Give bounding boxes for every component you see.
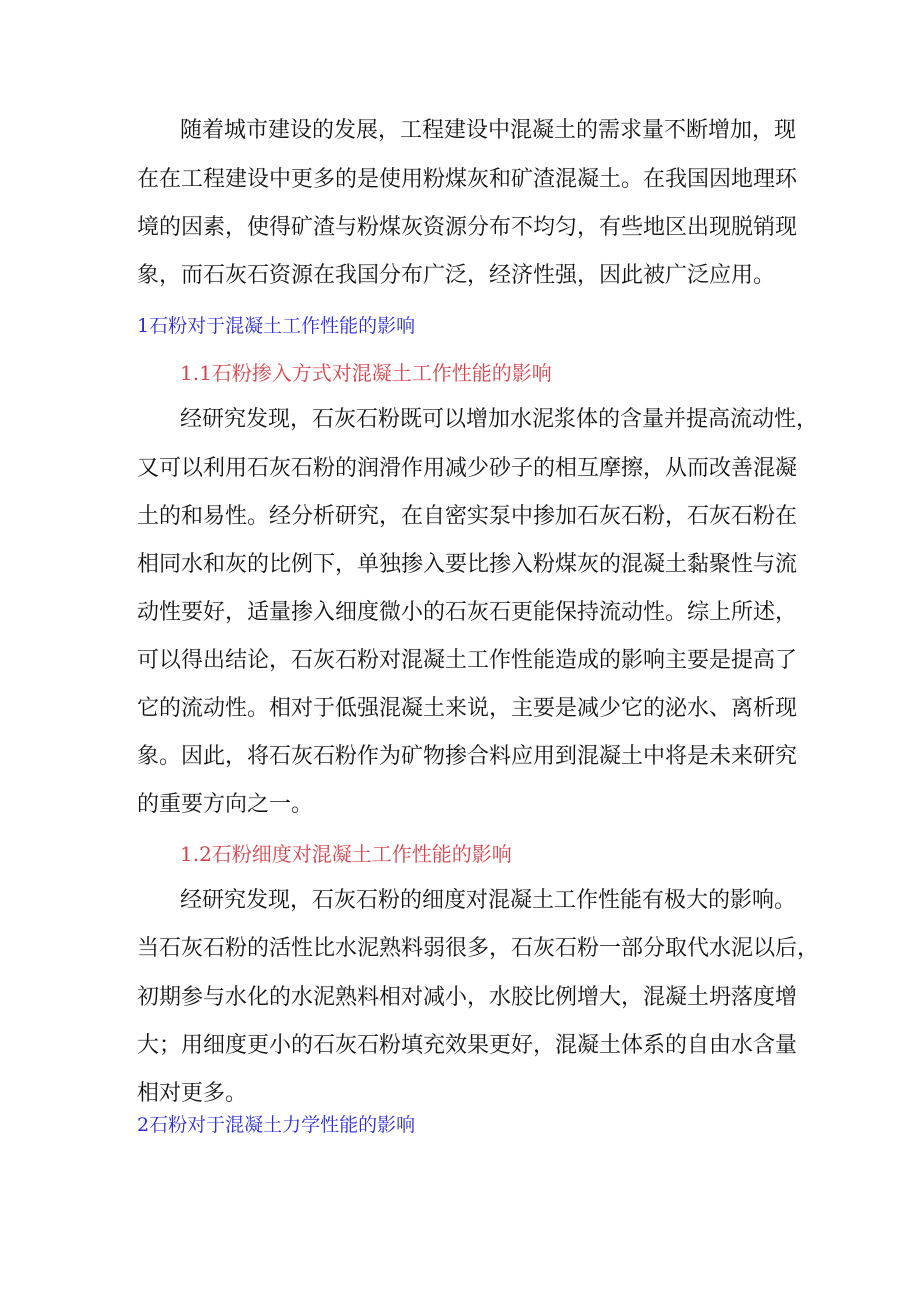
- sub1-line-1: 经研究发现，石灰石粉既可以增加水泥浆体的含量并提高流动性，: [180, 407, 819, 432]
- sub1-line-7: 它的流动性。相对于低强混凝土来说，主要是减少它的泌水、离析现: [137, 696, 798, 721]
- sub2-line-5: 相对更多。: [137, 1081, 248, 1106]
- sub2-line-3: 初期参与水化的水泥熟料相对减小，水胶比例增大，混凝土坍落度增: [137, 985, 798, 1010]
- sub2-line-1: 经研究发现，石灰石粉的细度对混凝土工作性能有极大的影响。: [180, 888, 797, 913]
- section-2-heading: 2石粉对于混凝土力学性能的影响: [137, 1114, 416, 1136]
- sub1-line-4: 相同水和灰的比例下，单独掺入要比掺入粉煤灰的混凝土黏聚性与流: [137, 552, 798, 577]
- subsection-1-2-heading: 1.2石粉细度对混凝土工作性能的影响: [180, 842, 512, 866]
- section-1-heading: 1石粉对于混凝土工作性能的影响: [137, 315, 416, 337]
- intro-line-2: 在在工程建设中更多的是使用粉煤灰和矿渣混凝土。在我国因地理环: [137, 167, 798, 192]
- sub2-line-4: 大；用细度更小的石灰石粉填充效果更好，混凝土体系的自由水含量: [137, 1033, 798, 1058]
- sub1-line-5: 动性要好，适量掺入细度微小的石灰石更能保持流动性。综上所述，: [137, 600, 798, 625]
- sub1-line-3: 土的和易性。经分析研究，在自密实泵中掺加石灰石粉，石灰石粉在: [137, 504, 798, 529]
- intro-line-3: 境的因素，使得矿渣与粉煤灰资源分布不均匀，有些地区出现脱销现: [137, 215, 798, 240]
- intro-line-4: 象，而石灰石资源在我国分布广泛，经济性强，因此被广泛应用。: [137, 263, 776, 288]
- subsection-1-1-heading: 1.1石粉掺入方式对混凝土工作性能的影响: [180, 361, 552, 385]
- intro-line-1: 随着城市建设的发展，工程建设中混凝土的需求量不断增加，现: [180, 118, 797, 143]
- sub1-line-9: 的重要方向之一。: [137, 792, 314, 817]
- sub1-line-6: 可以得出结论，石灰石粉对混凝土工作性能造成的影响主要是提高了: [137, 648, 798, 673]
- sub1-line-2: 又可以利用石灰石粉的润滑作用减少砂子的相互摩擦，从而改善混凝: [137, 456, 798, 481]
- sub1-line-8: 象。因此，将石灰石粉作为矿物掺合料应用到混凝土中将是未来研究: [137, 744, 798, 769]
- sub2-line-2: 当石灰石粉的活性比水泥熟料弱很多，石灰石粉一部分取代水泥以后，: [137, 936, 820, 961]
